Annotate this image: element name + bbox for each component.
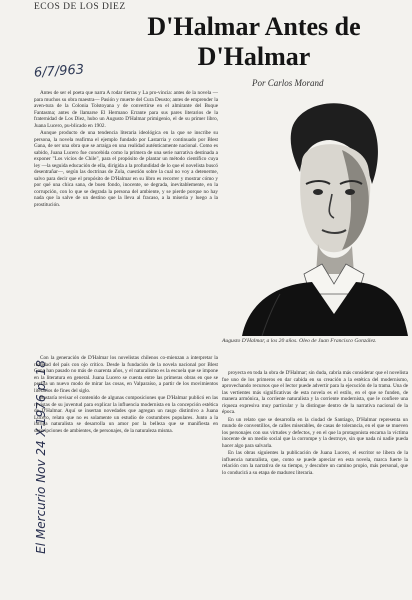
portrait-illustration [222,88,408,336]
paragraph: En un relato que se desarrolla en la ciudad de Santiago, D'Halmar representa un mundo de conventillos, de calles miserables, de casas de tolerancia, en el que se mueven los personajes con sus virtudes y defectos, y en el que la protagonista encarna la víctima inocente de un medio social que la corrompe y la destruye, sin que nada ni nadie pueda hacer algo para salvarla. [222,416,408,449]
article-title [104,12,404,72]
title-line-2: D'Halmar [197,42,311,71]
handwritten-date: 6/7/963 [33,62,85,81]
section-label: ECOS DE LOS DIEZ [34,2,126,12]
title-line-1: D'Halmar Antes de [147,12,361,41]
paragraph: Con la generación de D'Halmar los novelistas chilenos co-mienzan a interpretar la realidad del país con ojo crítico. Desde la fundación de la novela nacional por Blest Gana han pasado no más de cuarenta años, y el naturalismo es la escuela que se impone en la literatura en general. Juana Lucero se cuenta entre las primeras obras en que se perfila un nuevo modo de mirar las cosas, en Valparaíso, a partir de los movimientos literarios de fines del siglo. [34,355,218,394]
byline: Por Carlos Morand [252,78,324,88]
portrait-image [222,88,408,336]
paragraph: proyecta en toda la obra de D'Halmar; sin duda, cabría más considerar que el novelista fue uno de los primeros en dar cabida en su creación a la estética del modernismo, aprovechando recursos que el lector puede advertir para la ejecución de la trama. Una de las vertientes más significativas de esta novela es el estilo, en el que se funden, de manera armónica, la corriente naturalista y la corriente modernista, que le confiere una riqueza expresiva muy particular y la distingue dentro de la narrativa nacional de la época. [222,370,408,415]
article-column-bottom [34,355,218,435]
paragraph: Bastaría revisar el contenido de algunas composiciones que D'Halmar publicó en las revistas de su juventud para explicar la influencia modernista en la concepción estética de D'Halmar. Aquí se insertan novedades que agregan un rasgo distintivo a Juana Lucero, relato que no es solamente un estudio de costumbres populares. Junto a la intriga naturalista se desarrolla un amor por la belleza que se manifiesta en descripciones de ambientes, de personajes, de la naturaleza misma. [34,395,218,434]
image-caption: Augusto D'Halmar, a los 20 años. Oleo de Juan Francisco González. [222,338,377,344]
paragraph: Aunque producto de una tendencia literaria ideológica en la que se inscribe su persona, la novela reafirma el ejemplo fundado por Lastarria y continuado por Blest Gana, de ser una obra que se arraiga en una realidad auténticamente nacional. Como es sabido, Juana Lucero fue concebida como la primera de una serie narrativa destinada a exponer "Los vicios de Chile", para el propósito de plantar un método científico cuya ley —la seguida educación de ella, dirigida a la profundidad de lo que el novelista buscó desentrañar—, según las doctrinas de Zola, cuestión sobre la cual no voy a detenerme, salvo para decir que el propósito de D'Halmar en su libro es recorrer y mostrar cómo y por qué una chica sana, de buen fondo, inocente, se degrada, inevitablemente, en la corrupción, con lo que se degrada la persona del ambiente, y se pierde porque no hay nada que la salve de un destino que la lleva al fracaso, a la miseria y luego a la prostitución. [34,130,218,208]
paragraph: En las obras siguientes la publicación de Juana Lucero, el escritor se libera de la influencia naturalista, que, como se puede apreciar en esta novela, marca fuerte la relación con la narrativa de su tiempo, y descubre un camino propio, más personal, que lo conducirá a su etapa de madurez literaria. [222,450,408,476]
paragraph: Antes de ser el poeta que narra A rodar tierras y La pro-vincia: antes de la novela —para muchos su obra maestra— Pasión y muerte del Cura Deusto; antes de emprender la aven-tura de la Colonia Tolstoyana y de convertirse en el almirante del Buque Fantasma; antes de llamarse El Hermano Errante para sus pares literarios de la fraternidad de Los Diez, hubo un Augusto D'Halmar primigenio, el de su primer libro, Juana Lucero, pu-blicado en 1902. [34,90,218,129]
article-column-left [34,90,218,209]
article-column-right [222,370,408,478]
archive-stamp: El Mercurio Nov 24 X-1976 p. 18 [33,360,48,554]
